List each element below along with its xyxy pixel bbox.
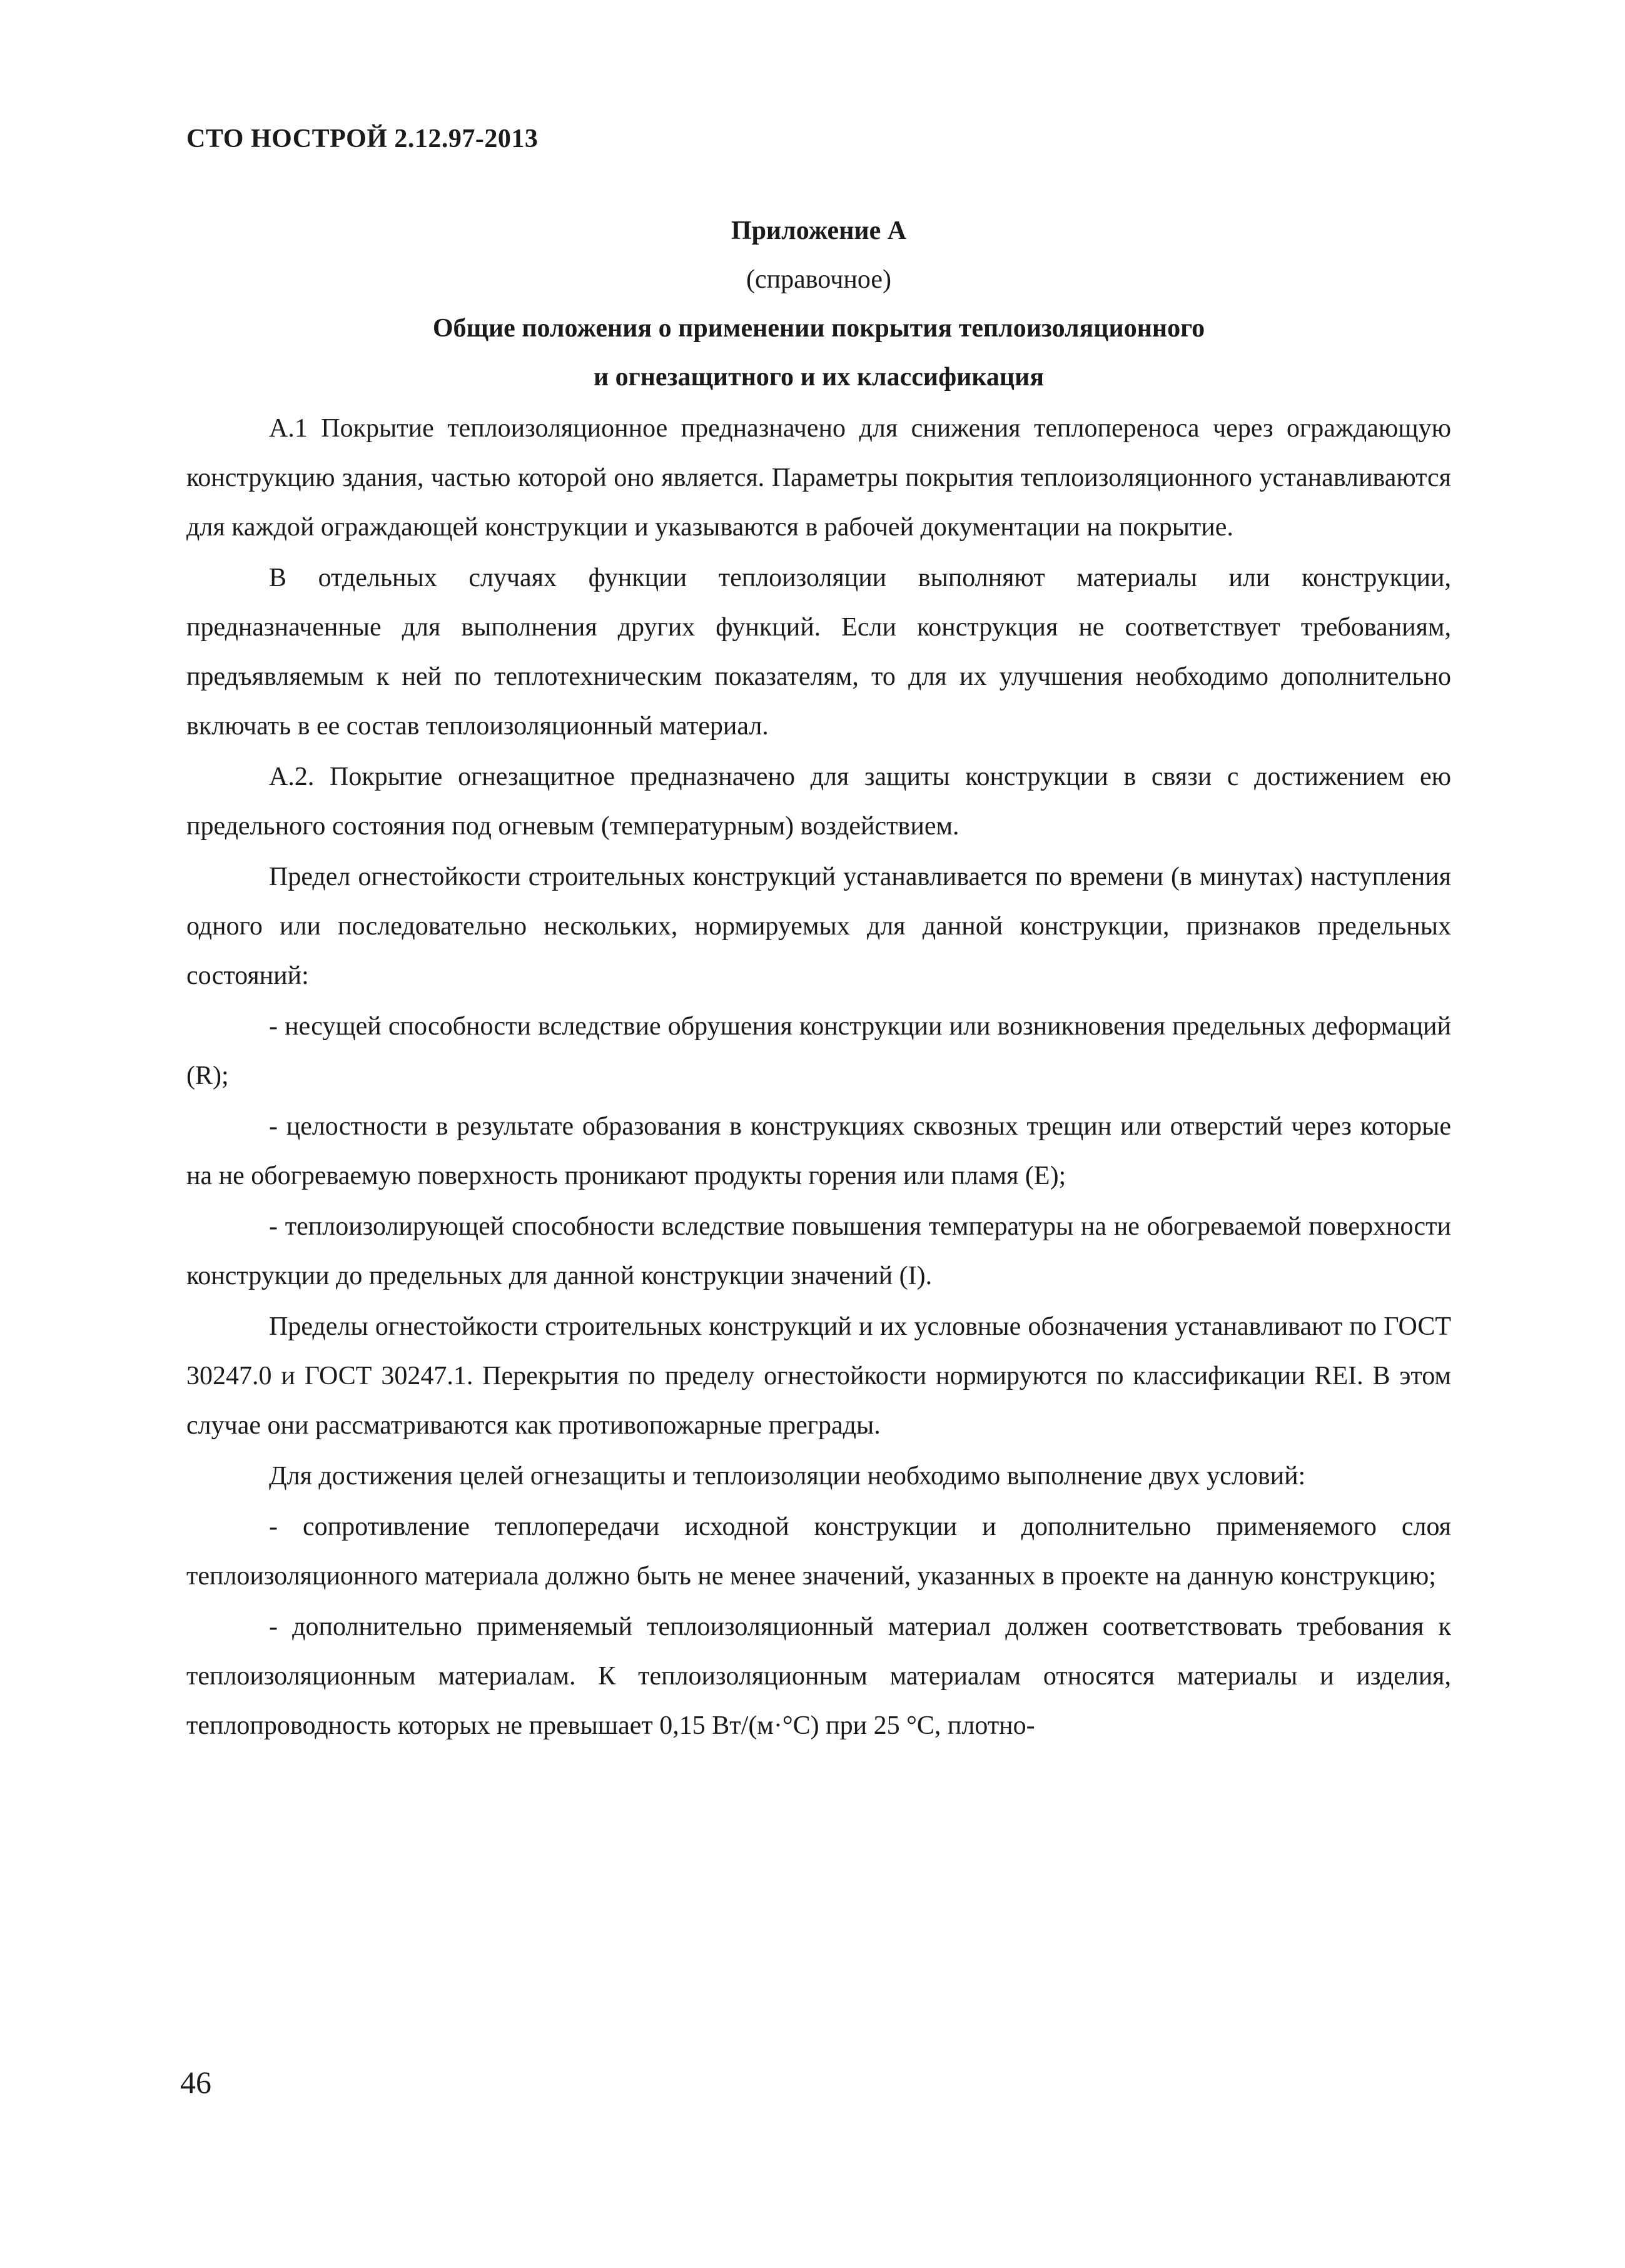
paragraph: Для достижения целей огнезащиты и теплоизоляции необходимо выполнение двух условий: (269, 1462, 1306, 1491)
appendix-heading-line-1: Общие положения о применении покрытия теплоизоляционного (432, 314, 1205, 343)
document-code-header: СТО НОСТРОЙ 2.12.97-2013 (186, 124, 539, 153)
paragraph: Пределы огнестойкости строительных конструкций и их условные обозначения устанавливают по ГОСТ 30247.0 и ГОСТ 30247.1. Перекрытия по пределу огнестойкости нормируются по классификации REI. В этом случае они рассматриваются как противопожарные преграды. (186, 1312, 1451, 1440)
paragraph: В отдельных случаях функции теплоизоляции выполняют материалы или конструкции, предназначенные для выполнения других функций. Если конструкция не соответствует требованиям, предъявляемым к ней по теплотехническим показателям, то для их улучшения необходимо дополнительно включать в ее состав теплоизоляционный материал. (186, 564, 1451, 741)
list-item: - несущей способности вследствие обрушения конструкции или возникновения предельных деформаций (R); (186, 1012, 1451, 1090)
appendix-title: Приложение А (731, 216, 907, 245)
page-number: 46 (180, 2065, 211, 2100)
appendix-heading (186, 206, 1451, 402)
appendix-heading-line-2: и огнезащитного и их классификация (593, 363, 1045, 392)
paragraph-a1: А.1 Покрытие теплоизоляционное предназначено для снижения теплопереноса через ограждающую конструкцию здания, частью которой оно является. Параметры покрытия теплоизоляционного устанавливаются для каждой ограждающей конструкции и указываются в рабочей документации на покрытие. (186, 414, 1451, 542)
list-item: - целостности в результате образования в конструкциях сквозных трещин или отверстий через которые на не обогреваемую поверхность проникают продукты горения или пламя (Е); (186, 1112, 1451, 1190)
list-item: - дополнительно применяемый теплоизоляционный материал должен соответствовать требования к теплоизоляционным материалам. К теплоизоляционным материалам относятся материалы и изделия, теплопроводность которых не превышает 0,15 Вт/(м·°С) при 25 °С, плотно- (186, 1612, 1451, 1740)
list-item: - сопротивление теплопередачи исходной конструкции и дополнительно применяемого слоя теплоизоляционного материала должно быть не менее значений, указанных в проекте на данную конструкцию; (186, 1512, 1451, 1591)
paragraph: Предел огнестойкости строительных конструкций устанавливается по времени (в минутах) наступления одного или последовательно нескольких, нормируемых для данной конструкции, признаков предельных состояний: (186, 863, 1451, 990)
list-item: - теплоизолирующей способности вследствие повышения температуры на не обогреваемой поверхности конструкции до предельных для данной конструкции значений (I). (186, 1212, 1451, 1290)
paragraph-a2: А.2. Покрытие огнезащитное предназначено для защиты конструкции в связи с достижением ею предельного состояния под огневым (температурным) воздействием. (186, 762, 1451, 841)
body-text (186, 404, 1451, 1752)
appendix-type: (справочное) (746, 265, 891, 294)
